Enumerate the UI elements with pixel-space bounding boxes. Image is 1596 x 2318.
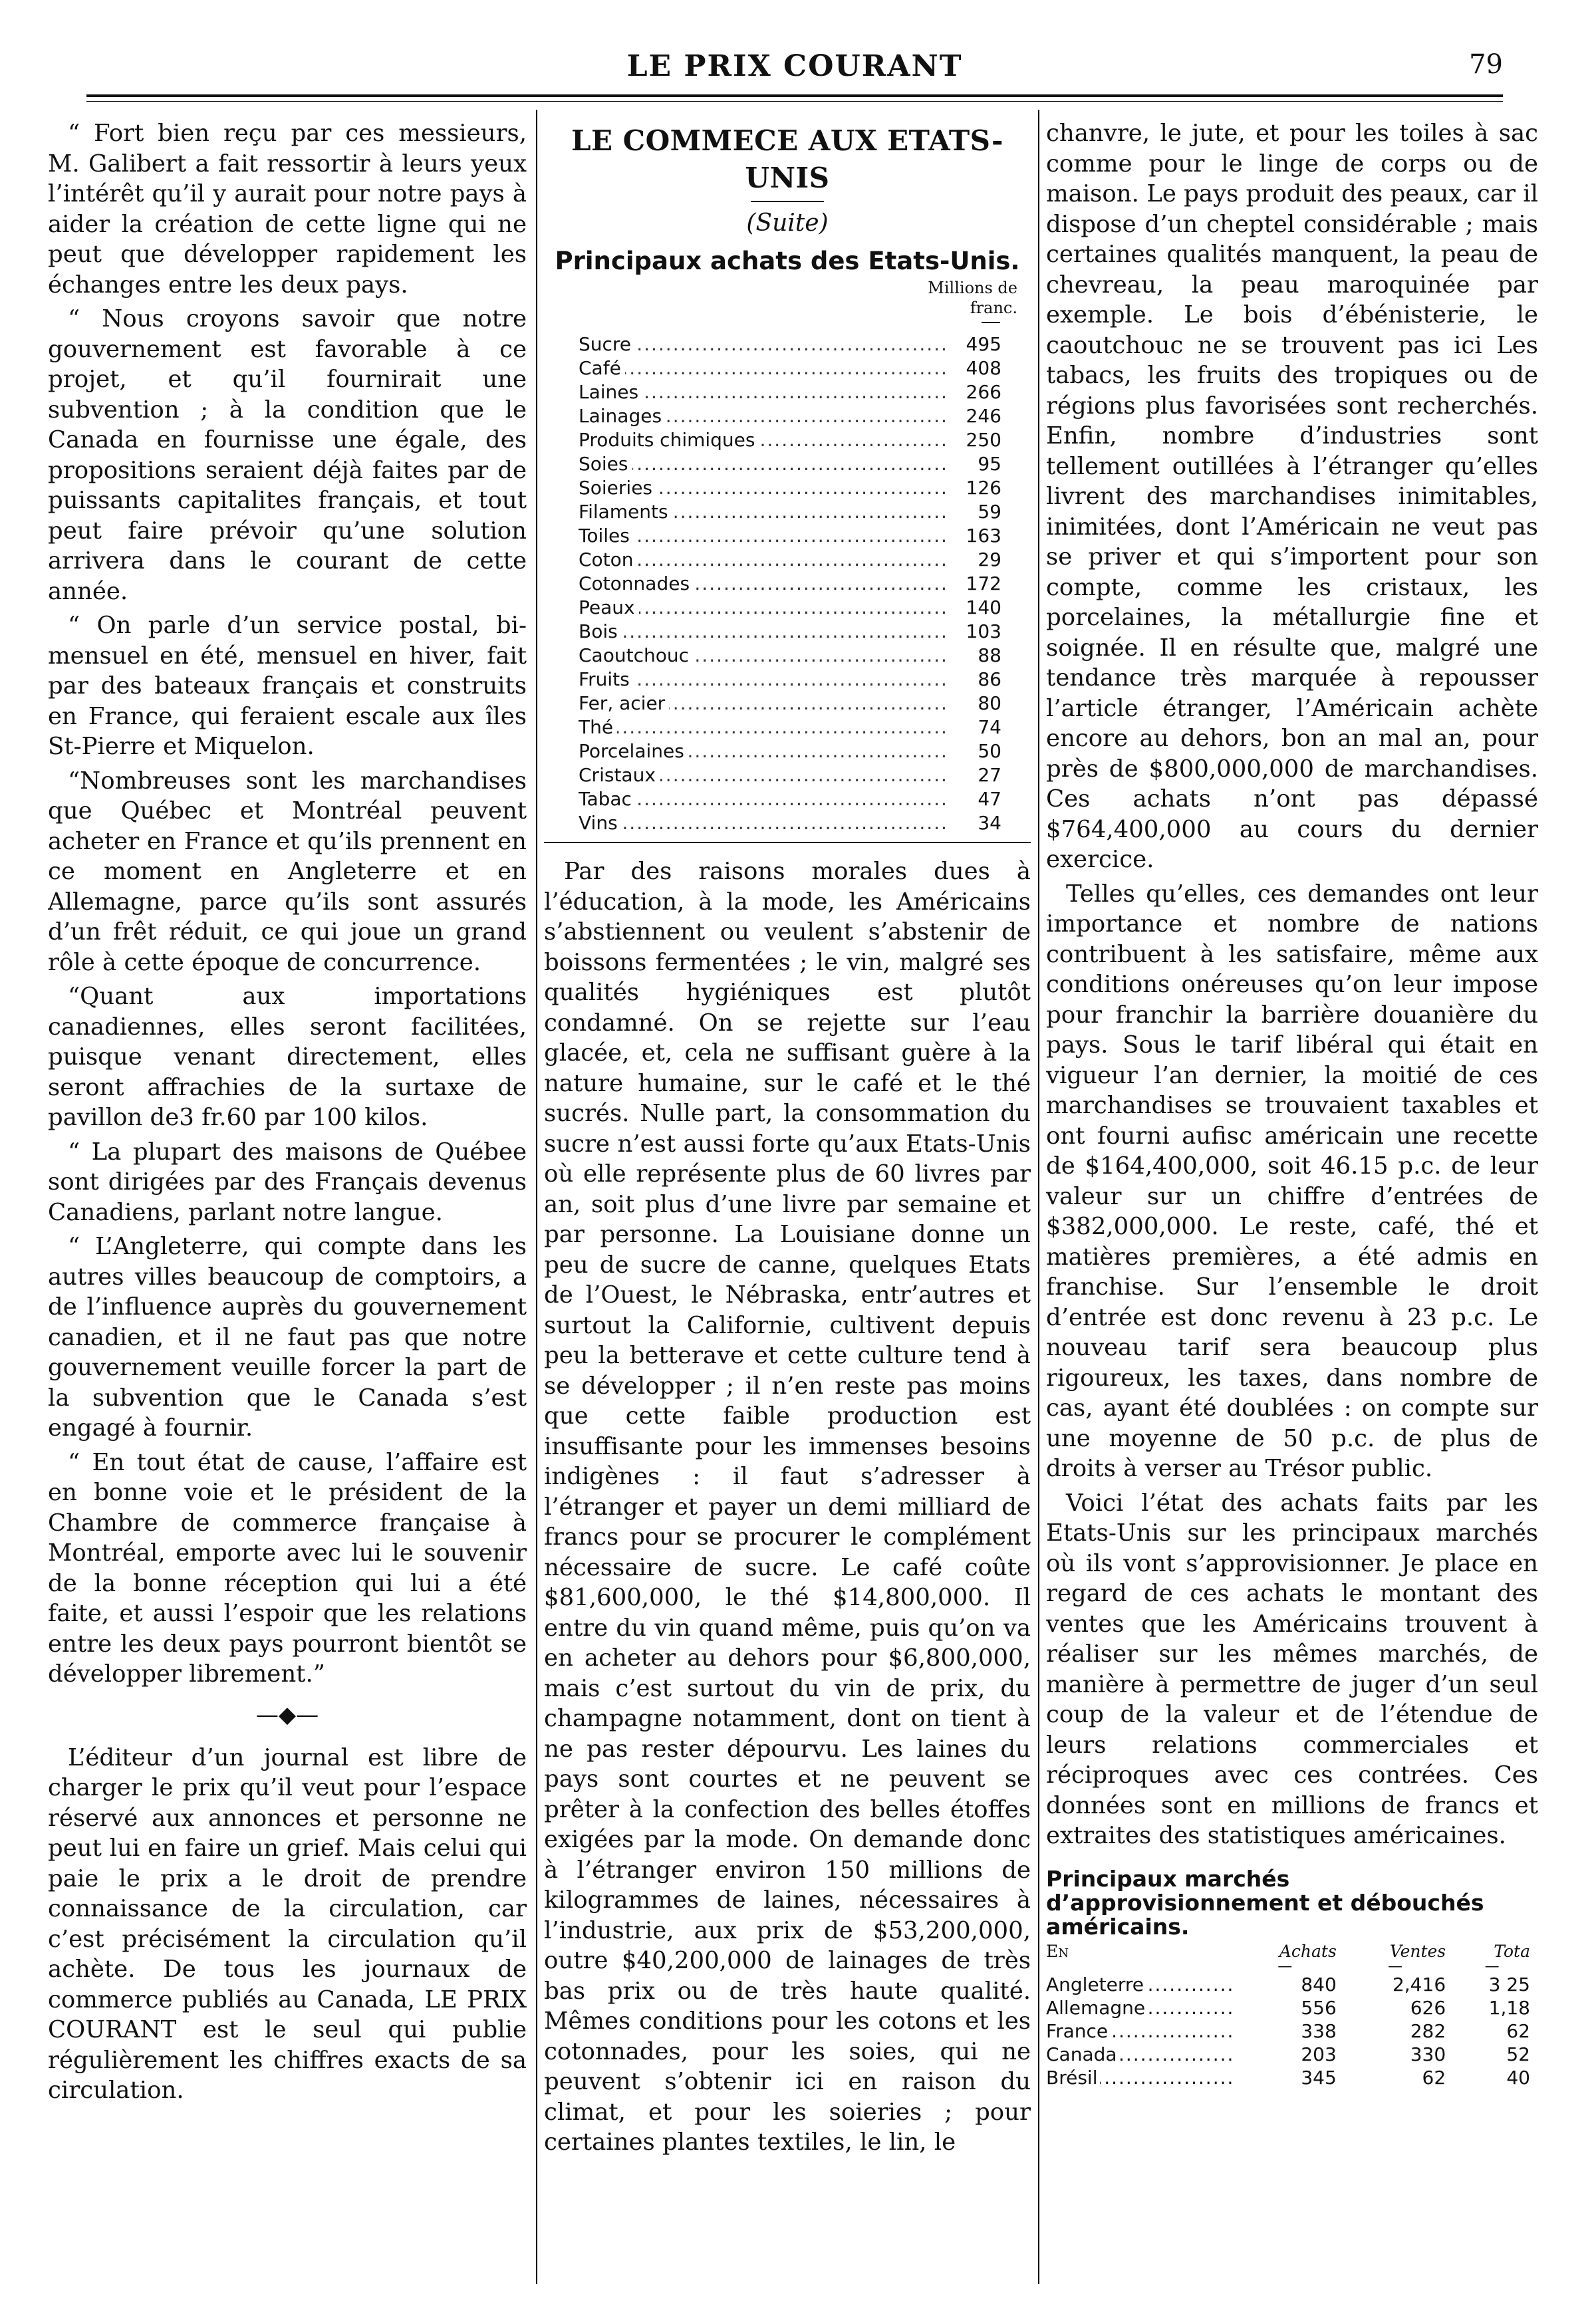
table-row [544, 644, 1031, 668]
markets-header-ventes: Ventes [1389, 1941, 1446, 1961]
commodity-name: Porcelaines [579, 740, 688, 762]
markets-header-total: Tota [1494, 1941, 1530, 1961]
commodity-value: 29 [978, 549, 1001, 571]
commodity-name: Fer, acier [579, 692, 669, 714]
commodity-value: 246 [966, 405, 1001, 427]
commodity-name: Peaux [579, 596, 639, 618]
commodity-name: Caoutchouc [579, 644, 693, 666]
market-total: 52 [1506, 2043, 1530, 2065]
table-row [544, 572, 1031, 596]
paragraph: “ L’Angleterre, qui compte dans les autres villes beaucoup de comptoirs, a de l’influence auprès du gouvernement canadien, et il ne faut pas que notre gouvernement veuille forcer la part de la subvention que le Canada s’est engagé à fournir. [48, 1233, 527, 1442]
table-row [544, 739, 1031, 763]
paragraph: Voici l’état des achats faits par les Etats-Unis sur les principaux marchés où ils vont s’approvisionner. Je place en regard de ces achats le montant des ventes que les Américains trouvent à réaliser sur les mêmes marchés, de manière à permettre de juger d’un seul coup de la valeur et de l’étendue de leurs relations commerciales et réciproques avec ces contrées. Ces données sont en millions de francs et extraites des statistiques américaines. [1046, 1489, 1538, 1849]
article-title: LE COMMECE AUX ETATS-UNIS [571, 124, 1003, 194]
commodity-value: 47 [978, 788, 1001, 810]
right-column [1046, 118, 1538, 2279]
table-row [544, 763, 1031, 787]
market-name: Angleterre [1046, 1974, 1146, 1996]
markets-header-en: En [1046, 1941, 1069, 1961]
commodity-value: 34 [978, 812, 1001, 834]
commodity-value: 140 [966, 596, 1001, 618]
table-row [544, 380, 1031, 404]
table-title: Principaux achats des Etats-Unis. [555, 247, 1020, 275]
paragraph: chanvre, le jute, et pour les toiles à sac comme pour le linge de corps ou de maison. Le pays produit des peaux, car il dispose d’un cheptel considérable ; mais certaines qualités manquent, la peau de chevreau, la peau maroquinée par exemple. Le bois d’ébénisterie, le caoutchouc ne se trouvent pas ici Les tabacs, les fruits des tropiques ou de régions plus favorisées sont recherchés. Enfin, nombre d’industries sont tellement outillées à l’étranger qu’elles livrent des marchandises inimitables, inimitées, dont l’Américain ne veut pas se priver et qui s’importent pour son compte, comme les cristaux, les porcelaines, la métallurgie fine et soignée. Il en résulte que, malgré une tendance très marquée à repousser l’article étranger, l’Américain achète encore au dehors, bon an mal an, pour près de $800,000,000 de marchandises. Ces achats n’ont pas dépassé $764,400,000 au cours du dernier exercice. [1046, 120, 1538, 873]
table-row [544, 452, 1031, 476]
table-row [544, 404, 1031, 428]
commodity-value: 103 [966, 620, 1001, 642]
market-name: Allemagne [1046, 1997, 1148, 2019]
commodity-value: 126 [966, 477, 1001, 499]
title-rule [751, 201, 824, 202]
unit-label: franc. [970, 299, 1017, 317]
market-total: 3 25 [1488, 1973, 1530, 1996]
table-row [1046, 2019, 1538, 2043]
table-row [544, 811, 1031, 835]
commodity-name: Toiles [579, 525, 634, 547]
commodity-name: Bois [579, 620, 622, 642]
market-name: Brésil [1046, 2067, 1100, 2089]
market-total: 1,18 [1488, 1996, 1530, 2019]
commodity-value: 27 [978, 764, 1001, 786]
commodity-name: Tabac [579, 788, 636, 810]
table-row [544, 715, 1031, 739]
paragraph: “ En tout état de cause, l’affaire est en bonne voie et le président de la Chambre de commerce française à Montréal, emporte avec lui le souvenir de la bonne réception qui lui a été faite, et aussi l’espoir que les relations entre les deux pays pourront bientôt se développer librement.” [48, 1448, 527, 1688]
market-ventes: 2,416 [1392, 1973, 1446, 1996]
paragraph: Par des raisons morales dues à l’éducation, à la mode, les Américains s’abstiennent ou veulent s’abstenir de boissons fermentées ; le vin, malgré ses qualités hygiéniques est plutôt condamné. On se rejette sur l’eau glacée, et, cela ne suffisant guère à la nature humaine, sur le café et le thé sucrés. Nulle part, la consommation du sucre n’est aussi forte qu’aux Etats-Unis où elle représente plus de 60 livres par an, soit plus d’une livre par semaine et par personne. La Louisiane donne un peu de sucre de canne, quelques Etats de l’Ouest, le Nébraska, entr’autres et surtout la Californie, cultivent depuis peu la betterave et cette culture tend à se développer ; il n’en reste pas moins que cette faible production est insuffisante pour les immenses besoins indigènes : il faut s’adresser à l’étranger et payer un demi milliard de francs pour se procurer le complément nécessaire de sucre. Le café coûte $81,600,000, le thé $14,800,000. Il entre du vin quand même, puis qu’on va en acheter au dehors pour $6,800,000, mais c’est surtout du vin de prix, du champagne notamment, dont on tient à ne pas rester dépourvu. Les laines du pays sont courtes et ne peuvent se prêter à la confection des belles étoffes exigées par la mode. On demande donc à l’étranger environ 150 millions de kilogrammes de laines, nécessaires à l’industrie, aux prix de $53,200,000, outre $40,200,000 de lainages de très bas prix ou de très haute qualité. Mêmes conditions pour les cotons et les cotonnades, pour les soies, qui ne peuvent s’obtenir ici en raison du climat, et pour les soieries ; pour certaines plantes textiles, le lin, le [544, 858, 1031, 2156]
commodity-name: Soieries [579, 477, 656, 499]
paragraph: “ La plupart des maisons de Québee sont dirigées par des Français devenus Canadiens, parlant notre langue. [48, 1138, 527, 1226]
table-row [544, 787, 1031, 811]
table-row [544, 548, 1031, 572]
market-achats: 840 [1301, 1973, 1337, 1996]
table-row [1046, 2043, 1538, 2066]
commodity-name: Filaments [579, 501, 672, 523]
table-row [1046, 1996, 1538, 2019]
market-achats: 203 [1301, 2043, 1337, 2065]
unit-label: Millions de [928, 279, 1017, 297]
table-row [544, 692, 1031, 715]
commodity-value: 86 [978, 668, 1001, 690]
paragraph: “ Nous croyons savoir que notre gouvernement est favorable à ce projet, et qu’il fournirait une subvention ; à la condition que le Canada en fournisse une égale, des propositions seraient déjà faites par de puissants capitalites français, et tout peut faire prévoir qu’une solution arrivera dans le courant de cette année. [48, 305, 527, 605]
market-name: France [1046, 2020, 1111, 2042]
circulation-notice: L’éditeur d’un journal est libre de charger le prix qu’il veut pour l’espace réservé aux annonces et personne ne peut lui en faire un grief. Mais celui qui paie le prix a le droit de prendre connaissance de la circulation, car c’est précisément la circulation qu’il achète. De tous les journaux de commerce publiés au Canada, LE PRIX COURANT est le seul qui publie régulièrement les chiffres exacts de sa circulation. [48, 1743, 527, 2104]
commodity-value: 59 [978, 501, 1001, 523]
commodity-value: 495 [966, 333, 1001, 355]
table-row [544, 476, 1031, 500]
table-row [544, 500, 1031, 524]
table-row [544, 356, 1031, 380]
paragraph: “ Fort bien reçu par ces messieurs, M. Galibert a fait ressortir à leurs yeux l’intérêt qu’il y aurait pour notre pays à aider la création de cette ligne qui ne peut que développer rapidement les échanges entre les deux pays. [48, 120, 527, 299]
page-number: 79 [1469, 49, 1503, 80]
section-separator: —◆— [255, 1701, 319, 1728]
market-ventes: 62 [1422, 2066, 1446, 2089]
paragraph: Telles qu’elles, ces demandes ont leur importance et nombre de nations contribuent à les satisfaire, même aux conditions onéreuses qu’on leur impose pour franchir la barrière douanière du pays. Sous le tarif libéral qui était en vigueur l’an dernier, la moitié de ces marchandises se trouvaient taxables et ont fourni aufisc américain une recette de $164,400,000, soit 46.15 p.c. de leur valeur sur un chiffre d’entrées de $382,000,000. Le reste, café, thé et matières premières, a été admis en franchise. Sur l’ensemble le droit d’entrée est donc revenu à 23 p.c. Le nouveau tarif sera beaucoup plus rigoureux, les taxes, dans nombre de cas, ayant été doublées : on compte sur une moyenne de 50 p.c. de plus de droits à verser au Trésor public. [1046, 880, 1538, 1482]
table-row [544, 596, 1031, 620]
commodity-value: 95 [978, 453, 1001, 475]
commodity-name: Produits chimiques [579, 429, 759, 451]
commodity-name: Thé [579, 716, 617, 738]
paragraph: “Quant aux importations canadiennes, elles seront facilitées, puisque venant directement, elles seront affrachies de la surtaxe de pavillon de3 fr.60 par 100 kilos. [48, 983, 527, 1131]
market-total: 62 [1506, 2019, 1530, 2042]
markets-header-achats: Achats [1279, 1941, 1337, 1961]
commodity-value: 163 [966, 525, 1001, 547]
commodity-value: 172 [966, 573, 1001, 594]
commodity-value: 80 [978, 692, 1001, 714]
market-name: Canada [1046, 2043, 1120, 2065]
market-ventes: 330 [1410, 2043, 1446, 2065]
market-total: 40 [1506, 2066, 1530, 2089]
paragraph: “ On parle d’un service postal, bi-mensuel en été, mensuel en hiver, fait par des bateaux français et construits en France, qui feraient escale aux îles St-Pierre et Miquelon. [48, 612, 527, 760]
table-row [544, 524, 1031, 548]
commodity-value: 88 [978, 644, 1001, 666]
commodity-name: Coton [579, 549, 638, 571]
table-row [544, 332, 1031, 356]
commodity-value: 408 [966, 357, 1001, 379]
commodity-value: 50 [978, 740, 1001, 762]
running-head [86, 47, 1503, 86]
market-ventes: 626 [1410, 1996, 1446, 2019]
commodity-name: Fruits [579, 668, 634, 690]
table-rule [544, 842, 1031, 843]
commodity-value: 74 [978, 716, 1001, 738]
commodity-name: Café [579, 357, 625, 379]
purchases-table [544, 332, 1031, 835]
markets-table: En Achats Ventes Tota — — — Angleterre ..... 840 2,416 3 25 Allemagne ..... 556 626 1,18 France ..... 338 282 62 Canada ..... 203 330 52 Brésil ..... 345 62 40 [1046, 1942, 1538, 2089]
commodity-value: 266 [966, 381, 1001, 403]
left-column [48, 118, 527, 2279]
commodity-name: Cotonnades [579, 573, 694, 594]
commodity-name: Vins [579, 812, 622, 834]
commodity-name: Sucre [579, 333, 635, 355]
market-ventes: 282 [1410, 2019, 1446, 2042]
article-subtitle: (Suite) [746, 209, 829, 237]
table-row [544, 668, 1031, 692]
commodity-name: Lainages [579, 405, 666, 427]
unit-rule [982, 322, 1000, 323]
table-row [544, 428, 1031, 452]
head-rule-thin [86, 101, 1503, 102]
head-rule [86, 94, 1503, 97]
paragraph: “Nombreuses sont les marchandises que Québec et Montréal peuvent acheter en France et qu’ils prennent en ce moment en Angleterre et en Allemagne, parce qu’ils sont assurés d’un frêt réduit, ce qui joue un grand rôle à cette époque de concurrence. [48, 767, 527, 976]
markets-title: Principaux marchés d’approvisionnement et débouchés américains. [1046, 1865, 1484, 1940]
running-title: LE PRIX COURANT [626, 49, 963, 83]
column-divider [1038, 110, 1039, 2284]
table-row [1046, 1973, 1538, 1996]
middle-column [544, 118, 1031, 2279]
commodity-name: Cristaux [579, 764, 660, 786]
commodity-name: Soies [579, 453, 632, 475]
commodity-name: Laines [579, 381, 642, 403]
table-row [544, 620, 1031, 644]
column-divider [536, 110, 537, 2284]
table-row [1046, 2066, 1538, 2089]
market-achats: 338 [1301, 2019, 1337, 2042]
market-achats: 345 [1301, 2066, 1337, 2089]
market-achats: 556 [1301, 1996, 1337, 2019]
commodity-value: 250 [966, 429, 1001, 451]
